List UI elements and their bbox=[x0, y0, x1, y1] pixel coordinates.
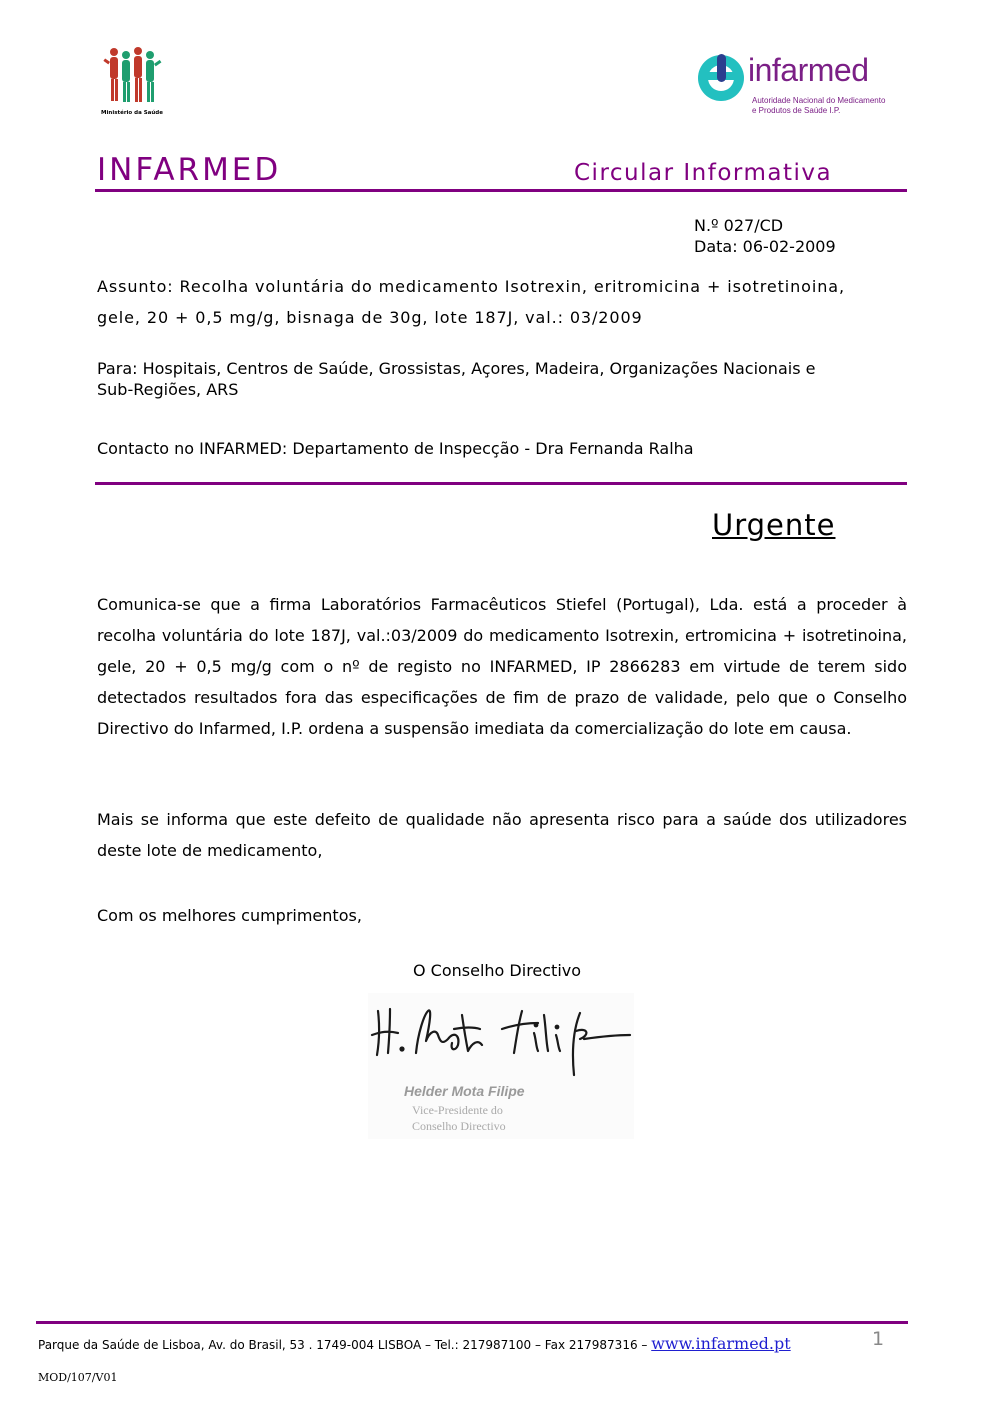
signature-stamp-name: Helder Mota Filipe bbox=[404, 1083, 525, 1099]
subject bbox=[97, 271, 907, 333]
infarmed-logo-name: infarmed bbox=[748, 52, 869, 88]
form-code: MOD/107/V01 bbox=[38, 1371, 118, 1384]
signature-stamp-role-1: Vice-Presidente do bbox=[412, 1103, 503, 1117]
circular-number: N.º 027/CD bbox=[694, 216, 784, 235]
header-divider bbox=[95, 189, 907, 192]
recipients-line: Sub-Regiões, ARS bbox=[97, 380, 239, 399]
footer-address-text: Parque da Saúde de Lisboa, Av. do Brasil, 53 . 1749-004 LISBOA – Tel.: 217987100 – Fax 217987316 – bbox=[38, 1338, 652, 1352]
closing: Com os melhores cumprimentos, bbox=[97, 906, 362, 925]
signatory: O Conselho Directivo bbox=[413, 961, 582, 980]
body-paragraph-2: Mais se informa que este defeito de qualidade não apresenta risco para a saúde dos utilizadores deste lote de medicamento, bbox=[97, 810, 907, 860]
infarmed-logo-subtitle-1: Autoridade Nacional do Medicamento bbox=[752, 96, 886, 105]
ministerio-da-saude-logo bbox=[102, 46, 162, 120]
ministry-figures-icon bbox=[102, 46, 162, 120]
website-link[interactable]: www.infarmed.pt bbox=[651, 1334, 791, 1353]
page-number: 1 bbox=[872, 1328, 885, 1350]
ministry-logo-text: Ministério da Saúde bbox=[101, 110, 163, 116]
section-divider bbox=[95, 482, 907, 485]
footer-divider bbox=[36, 1321, 908, 1324]
infarmed-mark-icon bbox=[696, 52, 748, 102]
body-paragraph-1: Comunica-se que a firma Laboratórios Farmacêuticos Stiefel (Portugal), Lda. está a proceder à recolha voluntária do lote 187J, val.:03/2009 do medicamento Isotrexin, ertromicina + isotretinoina, gele, 20 + 0,5 mg/g com o nº de registo no INFARMED, IP 2866283 em virtude de terem sido detectados resultados fora das especificações de fim de prazo de validade, pelo que o Conselho Directivo do Infarmed, I.P. ordena a suspensão imediata da comercialização do lote em causa. bbox=[97, 595, 907, 738]
footer-address bbox=[38, 1334, 791, 1353]
signature-block bbox=[368, 993, 634, 1139]
subject-line: Assunto: Recolha voluntária do medicamento Isotrexin, eritromicina + isotretinoina, bbox=[97, 277, 845, 296]
document-title: INFARMED bbox=[97, 152, 282, 188]
signature-stamp-role-2: Conselho Directivo bbox=[412, 1119, 506, 1133]
circular-date: Data: 06-02-2009 bbox=[694, 237, 836, 256]
contact: Contacto no INFARMED: Departamento de Inspecção - Dra Fernanda Ralha bbox=[97, 439, 694, 458]
handwritten-signature bbox=[368, 993, 634, 1088]
urgent-label: Urgente bbox=[712, 508, 836, 542]
document-type: Circular Informativa bbox=[574, 160, 833, 186]
infarmed-logo-subtitle-2: e Produtos de Saúde I.P. bbox=[752, 106, 841, 115]
recipients bbox=[97, 358, 907, 400]
recipients-line: Para: Hospitais, Centros de Saúde, Grossistas, Açores, Madeira, Organizações Nacionais e bbox=[97, 359, 816, 378]
subject-line: gele, 20 + 0,5 mg/g, bisnaga de 30g, lote 187J, val.: 03/2009 bbox=[97, 308, 643, 327]
infarmed-logo bbox=[696, 52, 896, 122]
